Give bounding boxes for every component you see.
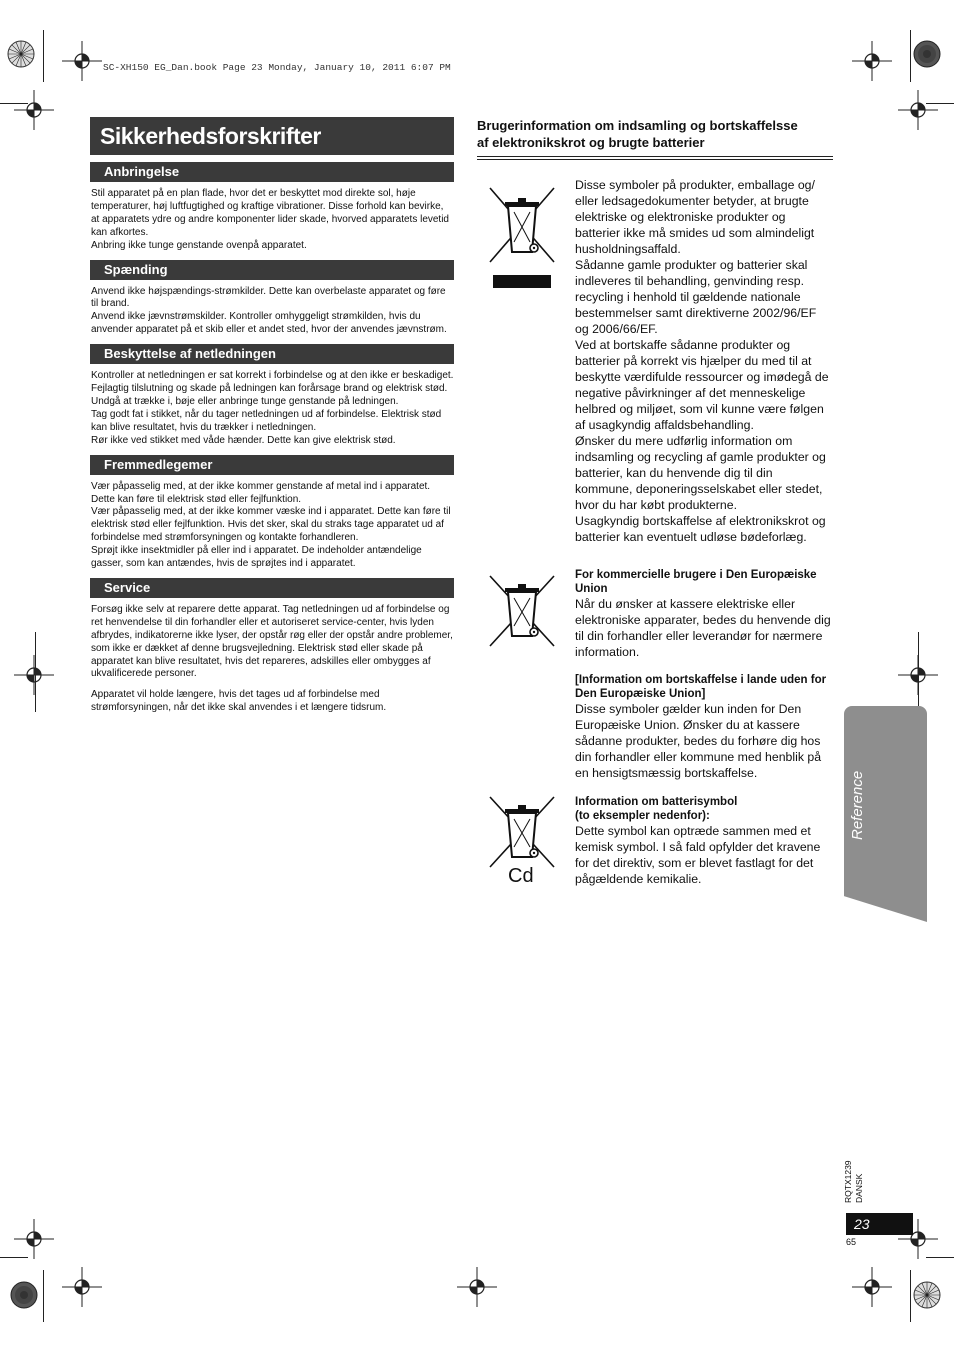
crop-line (910, 1270, 911, 1322)
paragraph: Dette symbol kan optræde sammen med et kemisk symbol. I så fald opfylder det kravene for det direktiv, som er blevet fastlagt for det pågældende kemikalie. (575, 824, 821, 886)
section-body (90, 286, 454, 338)
registration-mark (14, 90, 54, 130)
crossed-bin-icon (488, 186, 556, 264)
crop-line (43, 30, 44, 82)
non-eu-block (575, 673, 833, 781)
corner-rosette-mark (913, 1281, 941, 1309)
crop-line (0, 103, 28, 104)
paragraph: Apparatet vil holde længere, hvis det tages ud af forbindelse med strømforsyningen, når det ikke skal anvendes i et længere tidsrum. (91, 689, 387, 714)
paragraph: Anbring ikke tunge genstande ovenpå apparatet. (91, 239, 307, 251)
paragraph: Anvend ikke højspændings-strømkilder. Dette kan overbelaste apparatet og føre til brand. (91, 285, 446, 310)
crop-line (910, 30, 911, 82)
section-heading: Spænding (90, 260, 454, 280)
section-body (90, 604, 454, 715)
paragraph: Stil apparatet på en plan flade, hvor det er beskyttet mod direkte sol, høje temperaturer, høj luftfugtighed og kraftige vibrationer. Disse forhold kan bevirke, at apparatets ydre og andre komponenter lider skade, hvorved apparatets levetid kan afkortes. (91, 188, 449, 238)
paragraph: Rør ikke ved stikket med våde hænder. Dette kan give elektrisk stød. (91, 434, 396, 446)
double-rule-divider (477, 156, 833, 160)
crop-line (43, 1270, 44, 1322)
paragraph: Kontroller at netledningen er sat korrekt i forbindelse og at den ikke er beskadiget. Fejlagtig tilslutning og skade på ledningen kan forårsage brand og elektrisk stød. Undgå at trække i, bøje eller anbringe tunge genstande på ledningen. (91, 370, 454, 407)
registration-mark (62, 1267, 102, 1307)
battery-symbol-block (575, 795, 833, 887)
registration-mark (14, 655, 54, 695)
crop-line (0, 1257, 28, 1258)
section-body (90, 188, 454, 253)
paragraph: Sprøjt ikke insektmidler på eller ind i apparatet. De indeholder antændelige gasser, som kan antændes, hvis de sprøjtes ind i apparatet. (91, 545, 422, 570)
block-heading (575, 795, 833, 823)
crop-line (35, 632, 36, 712)
section-body (90, 481, 454, 571)
paragraph: Tag godt fat i stikket, når du tager netledningen ud af forbindelse. Elektrisk stød kan blive resultatet, hvis du trækker i netledningen. (91, 408, 442, 433)
paragraph: Ønsker du mere udførlig information om indsamling og recycling af gamle produkter og batterier, kan du henvende dig til din kommune, deponeringsselskabet eller stedet, hvor du har købt produkterne. (575, 434, 826, 512)
crop-line (926, 103, 954, 104)
registration-mark (852, 1267, 892, 1307)
registration-mark (457, 1267, 497, 1307)
registration-mark (62, 41, 102, 81)
block-heading: For kommercielle brugere i Den Europæiske Union (575, 569, 817, 595)
crop-line (926, 1257, 954, 1258)
section-body (90, 370, 454, 447)
file-header: SC-XH150 EG_Dan.book Page 23 Monday, January 10, 2011 6:07 PM (103, 62, 451, 73)
paragraph: Når du ønsker at kassere elektriske eller elektroniske apparater, bedes du henvende dig til din forhandler eller leverandør for nærmere information. (575, 597, 831, 659)
registration-mark (852, 41, 892, 81)
block-heading-line: (to eksempler nedenfor): (575, 810, 710, 822)
disposal-info-block (575, 177, 833, 545)
commercial-users-block (575, 568, 833, 660)
section-heading: Anbringelse (90, 162, 454, 182)
cadmium-symbol: Cd (508, 865, 534, 887)
block-heading-line: Information om batterisymbol (575, 796, 738, 808)
paragraph: Sådanne gamle produkter og batterier skal indleveres til behandling, genvinding resp. recycling i henhold til gældende nationale bestemmelser samt direktiverne 2002/96/EF og 2006/66/EF. (575, 258, 817, 336)
paragraph: Anvend ikke jævnstrømskilder. Kontroller omhyggeligt strømkilden, hvis du anvender apparatet på et skib eller et andet sted, hvor der anvendes jævnstrøm. (91, 311, 447, 336)
section-heading: Fremmedlegemer (90, 455, 454, 475)
block-heading: [Information om bortskaffelse i lande uden for Den Europæiske Union] (575, 674, 827, 700)
corner-rosette-mark (7, 40, 35, 68)
paragraph: Forsøg ikke selv at reparere dette apparat. Tag netledningen ud af forbindelse og ret henvendelse til din forhandler eller et autoriseret service-center, hvis lyden afbrydes, indikatorerne ikke lyser, der opstår røg eller der opstår andre problemer, som ikke er dækket af denne brugsvejledning. Elektrisk stød eller skade på apparatet kan blive resultatet, hvis det repareres, adskilles eller ombygges af ukvalificerede personer. (91, 603, 453, 680)
crop-line (918, 632, 919, 712)
corner-rosette-mark (913, 40, 941, 68)
registration-mark (14, 1219, 54, 1259)
paragraph: Ved at bortskaffe sådanne produkter og batterier på korrekt vis hjælper du med til at beskytte værdifulde ressourcer og imødegå de negative påvirkninger af det menneskelige helbred og miljøet, som vil kunne være følgen af usagkyndig affaldsbehandling. (575, 338, 829, 432)
section-heading: Beskyttelse af netledningen (90, 344, 454, 364)
section-heading: Service (90, 578, 454, 598)
page-number: 23 (846, 1213, 913, 1235)
safety-column (90, 117, 454, 715)
secondary-page-number: 65 (846, 1237, 857, 1247)
corner-rosette-mark (10, 1281, 38, 1309)
disposal-title (477, 117, 833, 151)
reference-tab-label: Reference (849, 770, 866, 840)
page-title: Sikkerhedsforskrifter (90, 117, 454, 155)
bin-underbar (493, 275, 551, 288)
paragraph: Disse symboler på produkter, emballage og/ eller ledsagedokumenter betyder, at brugte elektriske og elektroniske produkter og batterier ikke må smides ud som almindeligt husholdningsaffald. (575, 178, 815, 256)
crossed-bin-icon (488, 574, 556, 648)
disposal-title-line: Brugerinformation om indsamling og bortskaffelsse (477, 118, 798, 133)
disposal-heading-area (477, 117, 833, 160)
paragraph: Vær påpasselig med, at der ikke kommer væske ind i apparatet. Dette kan føre til elektrisk stød eller fejlfunktion. Hvis det sker, skal du straks tage apparatet ud af forbindelse med strømforsyningen og kontakte forhandleren. (91, 506, 451, 544)
paragraph: Disse symboler gælder kun inden for Den Europæiske Union. Ønsker du at kassere sådanne produkter, bedes du forhøre dig hos din forhandler eller kommune med henblik på en hensigtsmæssig bortskaffelse. (575, 702, 822, 780)
registration-mark (898, 90, 938, 130)
disposal-title-line: af elektronikskrot og brugte batterier (477, 135, 705, 150)
language-label: DANSK (854, 1173, 864, 1203)
document-code (843, 1160, 865, 1203)
crossed-bin-icon (488, 795, 556, 869)
document-code-line: RQTX1239 (843, 1160, 853, 1203)
paragraph: Vær påpasselig med, at der ikke kommer genstande af metal ind i apparatet. Dette kan føre til elektrisk stød eller fejlfunktion. (91, 480, 431, 505)
paragraph: Usagkyndig bortskaffelse af elektronikskrot og batterier kan eventuelt udløse bødeforlæg. (575, 514, 826, 544)
